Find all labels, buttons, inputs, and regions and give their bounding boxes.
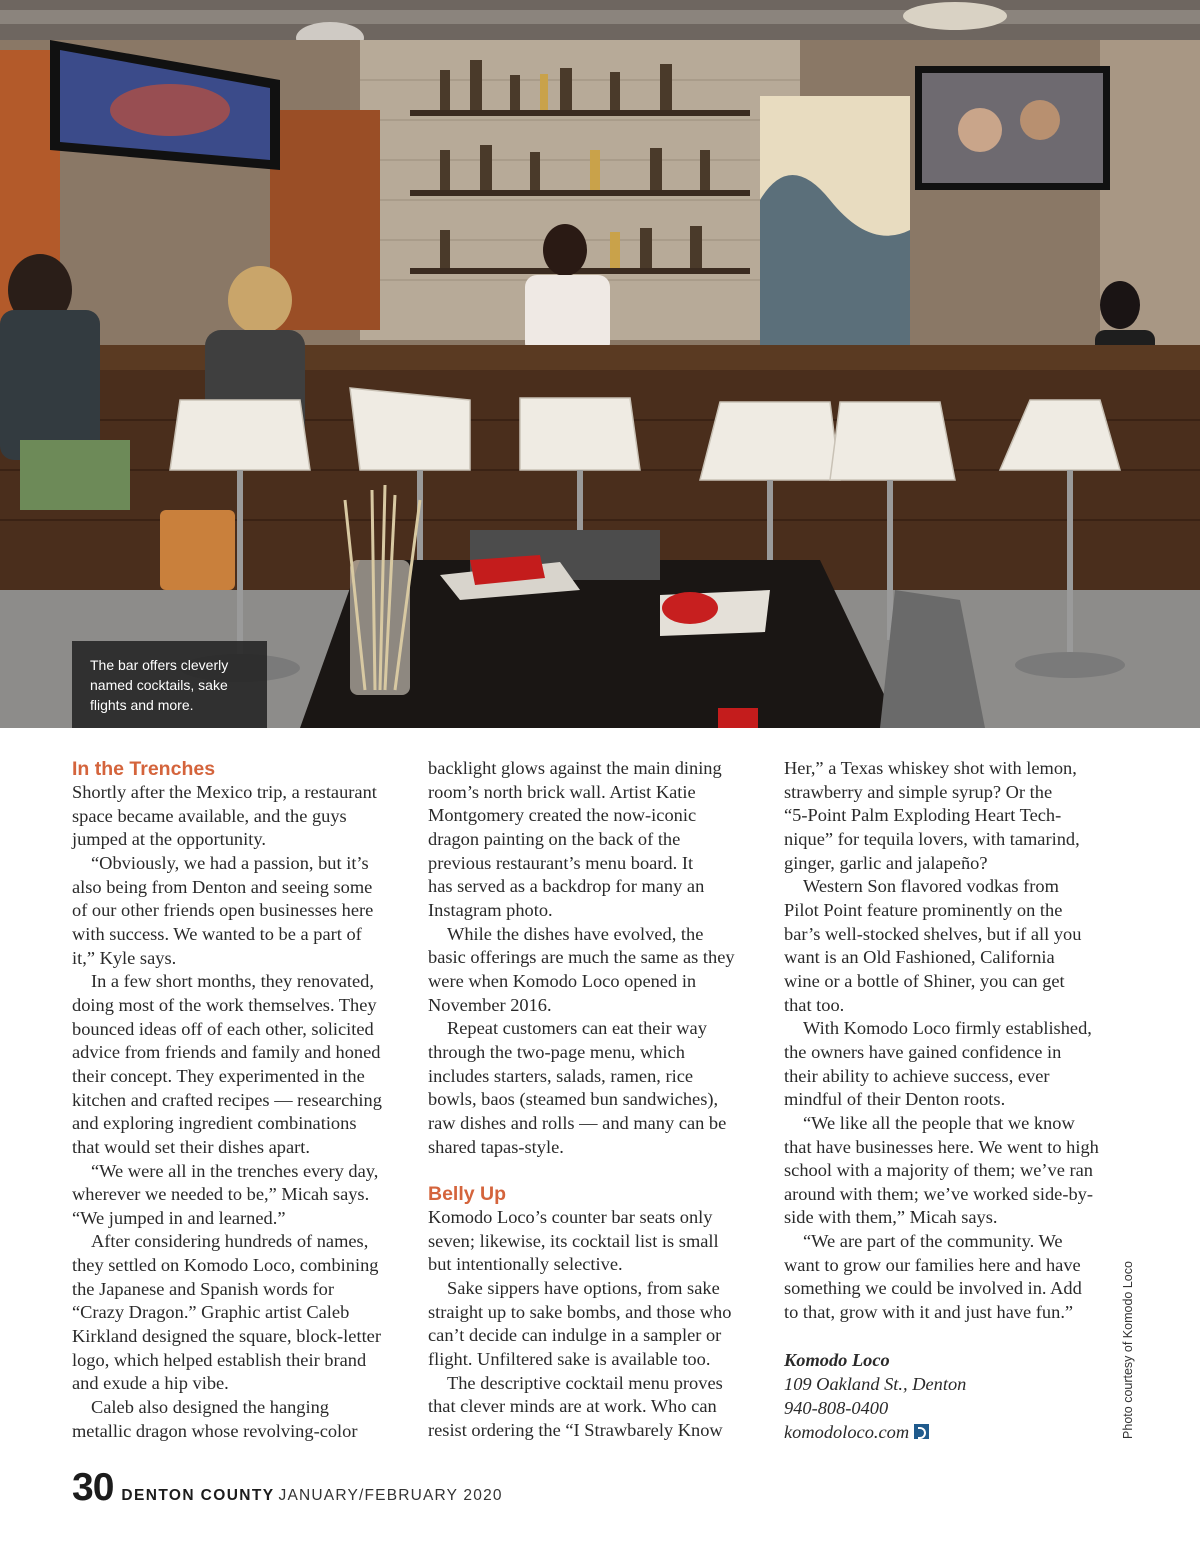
text-line: dragon painting on the back of the [428, 828, 681, 849]
text-line: were when Komodo Loco opened in [428, 970, 697, 991]
business-name: Komodo Loco [784, 1349, 890, 1370]
text-line: Pilot Point feature prominently on the [784, 899, 1063, 920]
text-line: shared tapas-style. [428, 1136, 564, 1157]
text-line: Her,” a Texas whiskey shot with lemon, [784, 758, 1077, 778]
bar-photo [0, 0, 1200, 728]
text-line: side with them,” Micah says. [784, 1207, 998, 1228]
text-line: the owners have gained confidence in [784, 1041, 1062, 1062]
text-line: “We like all the people that we know [803, 1112, 1075, 1133]
text-line: and exploring ingredient combinations [72, 1113, 357, 1134]
text-line: Western Son flavored vodkas from [803, 876, 1059, 897]
text-line: In a few short months, they renovated, [91, 971, 374, 992]
section-heading-in-the-trenches: In the Trenches [72, 758, 216, 780]
issue-date: JANUARY/FEBRUARY 2020 [278, 1487, 503, 1504]
text-line: bounced ideas off of each other, solicited [72, 1018, 374, 1039]
text-line: Caleb also designed the hanging [91, 1397, 330, 1418]
bar-scene-illustration [0, 0, 1200, 728]
text-line: “Crazy Dragon.” Graphic artist Caleb [72, 1302, 350, 1323]
text-line: raw dishes and rolls — and many can be [428, 1112, 727, 1133]
article-column-2 [428, 757, 758, 1443]
text-line: also being from Denton and seeing some [72, 876, 373, 897]
text-line: Instagram photo. [428, 899, 553, 920]
article-column-1 [72, 757, 402, 1443]
text-line: that would set their dishes apart. [72, 1136, 311, 1157]
text-line: to that, grow with it and just have fun.” [784, 1302, 1074, 1323]
text-line: wine or a bottle of Shiner, you can get [784, 970, 1065, 991]
text-line: their concept. They experimented in the [72, 1065, 365, 1086]
text-line: that too. [784, 994, 845, 1015]
business-phone: 940-808-0400 [784, 1397, 889, 1418]
text-line: through the two-page menu, which [428, 1041, 685, 1062]
text-line: straight up to sake bombs, and those who [428, 1301, 732, 1322]
text-line: previous restaurant’s menu board. It [428, 852, 694, 873]
section-gap [784, 1325, 1114, 1348]
text-line: can’t decide can indulge in a sampler or [428, 1325, 722, 1346]
business-website[interactable]: komodoloco.com [784, 1421, 910, 1442]
text-line: basic offerings are much the same as they [428, 947, 735, 968]
text-line: with success. We wanted to be a part of [72, 923, 362, 944]
text-line: metallic dragon whose revolving-color [72, 1420, 358, 1441]
text-line: Komodo Loco’s counter bar seats only [428, 1207, 713, 1228]
text-line: “We are part of the community. We [803, 1231, 1063, 1252]
text-line: space became available, and the guys [72, 805, 347, 826]
text-line: want is an Old Fashioned, California [784, 947, 1055, 968]
text-line: school with a majority of them; we’ve ran [784, 1160, 1093, 1181]
contact-info [784, 1348, 1114, 1444]
end-of-article-icon [914, 1424, 929, 1439]
section-heading-belly-up: Belly Up [428, 1183, 507, 1206]
text-line: it,” Kyle says. [72, 947, 177, 968]
text-line: the Japanese and Spanish words for [72, 1278, 335, 1299]
text-line: While the dishes have evolved, the [447, 923, 704, 944]
article-column-3 [784, 757, 1114, 1444]
section-gap [428, 1159, 758, 1182]
text-line: doing most of the work themselves. They [72, 994, 377, 1015]
text-line: that clever minds are at work. Who can [428, 1396, 717, 1417]
text-line: Sake sippers have options, from sake [447, 1278, 720, 1299]
text-line: has served as a backdrop for many an [428, 876, 705, 897]
text-line: “5-Point Palm Exploding Heart Tech- [784, 805, 1062, 826]
text-line: bar’s well-stocked shelves, but if all you [784, 923, 1082, 944]
text-line: backlight glows against the main dining [428, 758, 722, 778]
text-line: resist ordering the “I Strawbarely Know [428, 1420, 723, 1441]
text-line: “We jumped in and learned.” [72, 1207, 286, 1228]
text-line: advice from friends and family and honed [72, 1042, 381, 1063]
text-line: their ability to achieve success, ever [784, 1065, 1050, 1086]
text-line: room’s north brick wall. Artist Katie [428, 781, 696, 802]
publication-name: DENTON COUNTY [121, 1487, 275, 1504]
text-line: ginger, garlic and jalapeño? [784, 852, 988, 873]
photo-credit: Photo courtesy of Komodo Loco [1121, 1261, 1135, 1439]
text-line: Montgomery created the now-iconic [428, 805, 697, 826]
page-footer [72, 1466, 503, 1509]
page-number: 30 [72, 1466, 114, 1509]
text-line: “Obviously, we had a passion, but it’s [91, 852, 369, 873]
text-line: includes starters, salads, ramen, rice [428, 1065, 694, 1086]
text-line: Kirkland designed the square, block-letter [72, 1326, 381, 1347]
text-line: Shortly after the Mexico trip, a restaurant [72, 782, 377, 802]
text-line: strawberry and simple syrup? Or the [784, 781, 1053, 802]
text-line: November 2016. [428, 994, 552, 1015]
text-line: kitchen and crafted recipes — researching [72, 1089, 382, 1110]
text-line: around with them; we’ve worked side-by- [784, 1183, 1093, 1204]
text-line: jumped at the opportunity. [72, 829, 266, 850]
text-line: flight. Unfiltered sake is available too. [428, 1349, 711, 1370]
text-line: nique” for tequila lovers, with tamarind, [784, 828, 1080, 849]
text-line: that have businesses here. We went to high [784, 1136, 1099, 1157]
text-line: seven; likewise, its cocktail list is small [428, 1230, 719, 1251]
text-line: After considering hundreds of names, [91, 1231, 369, 1252]
text-line: mindful of their Denton roots. [784, 1089, 1006, 1110]
text-line: The descriptive cocktail menu proves [447, 1372, 723, 1393]
text-line: bowls, baos (steamed bun sandwiches), [428, 1089, 719, 1110]
text-line: something we could be involved in. Add [784, 1278, 1082, 1299]
text-line: “We were all in the trenches every day, [91, 1160, 379, 1181]
text-line: of our other friends open businesses here [72, 900, 374, 921]
business-website-line [784, 1420, 1114, 1444]
text-line: they settled on Komodo Loco, combining [72, 1255, 379, 1276]
text-line: Repeat customers can eat their way [447, 1018, 707, 1039]
photo-caption-box [72, 641, 267, 728]
business-address: 109 Oakland St., Denton [784, 1373, 967, 1394]
text-line: logo, which helped establish their brand [72, 1349, 367, 1370]
text-line: and exude a hip vibe. [72, 1373, 229, 1394]
text-line: but intentionally selective. [428, 1254, 623, 1275]
text-line: wherever we needed to be,” Micah says. [72, 1184, 370, 1205]
photo-caption: The bar offers cleverly named cocktails, sake flights and more. [90, 657, 229, 713]
text-line: want to grow our families here and have [784, 1254, 1081, 1275]
text-line: With Komodo Loco firmly established, [803, 1018, 1092, 1039]
